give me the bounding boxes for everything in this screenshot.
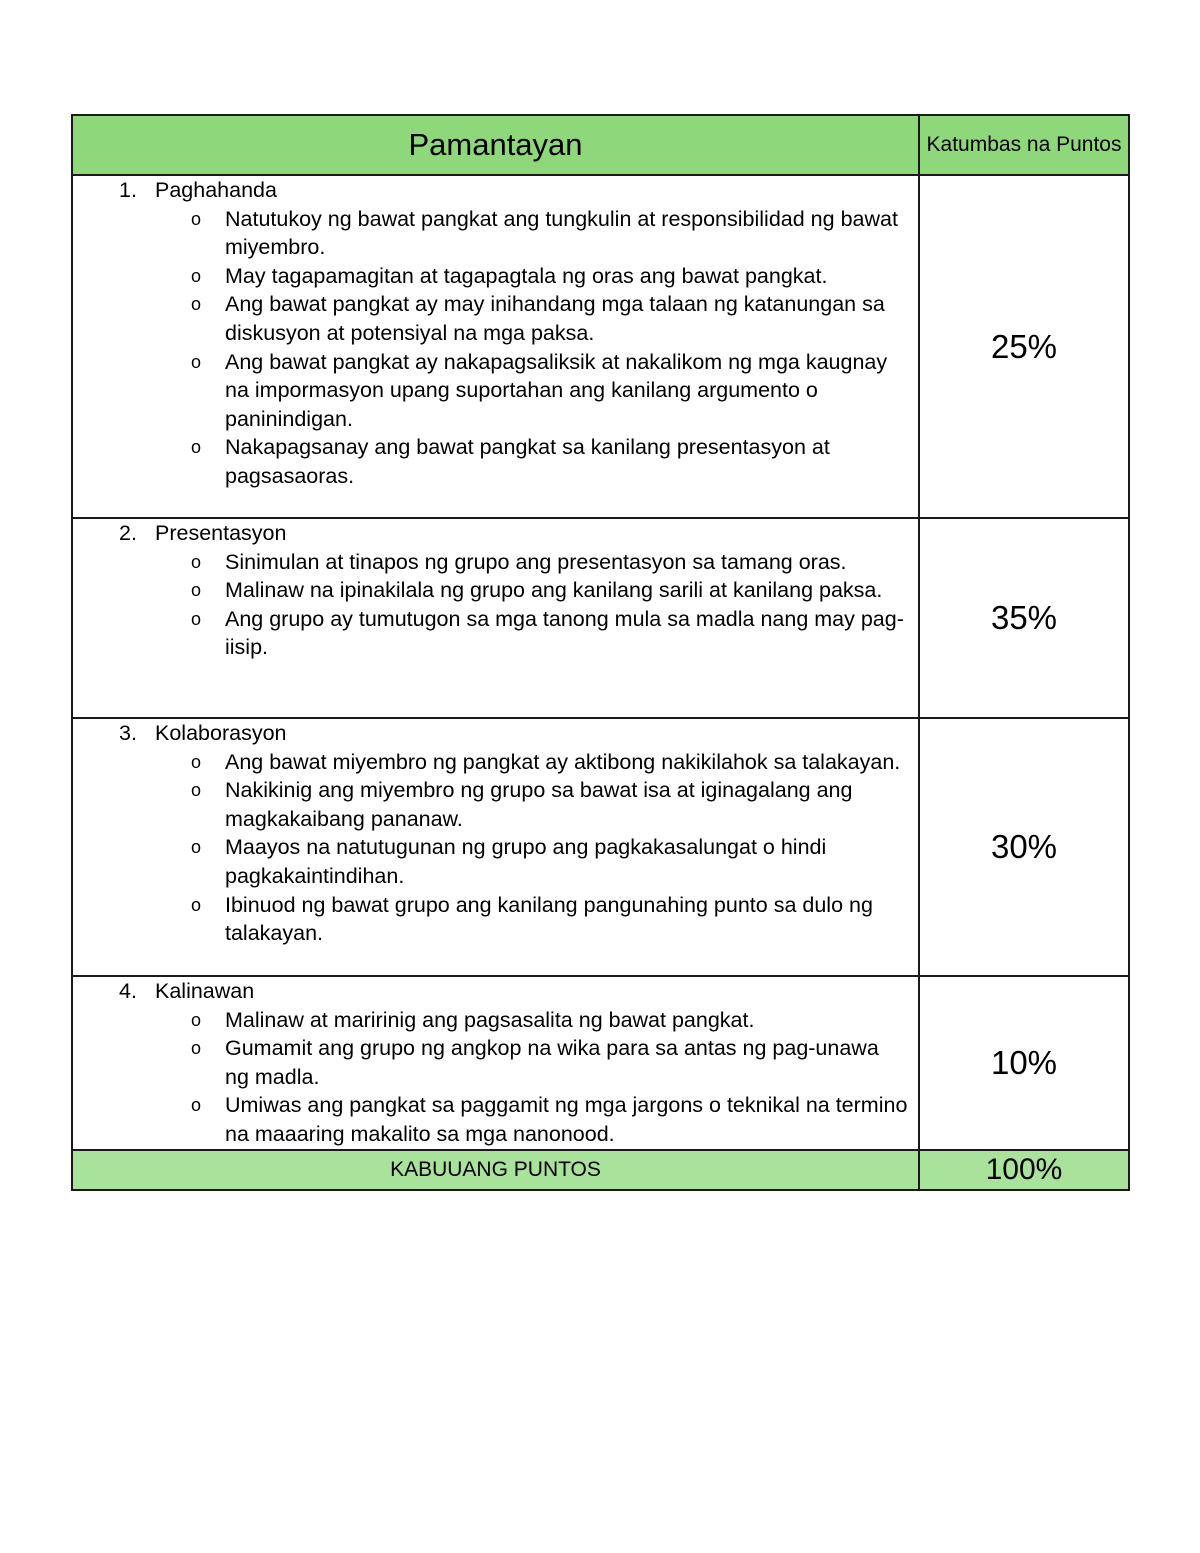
criterion-title (119, 519, 908, 548)
criterion-title-text: Kalinawan (155, 979, 255, 1003)
criterion-row (72, 976, 1129, 1150)
criterion-cell (72, 718, 919, 976)
criterion-row (72, 718, 1129, 976)
criterion-cell (72, 518, 919, 718)
bullet-icon: o (191, 351, 202, 372)
list-item-text: May tagapamagitan at tagapagtala ng oras ang bawat pangkat. (225, 263, 828, 288)
list-item (191, 1091, 908, 1148)
list-item-text: Ang bawat pangkat ay nakapagsaliksik at nakalikom ng mga kaugnay na impormasyon upang suportahan ang kanilang argumento o paninindigan. (225, 349, 888, 431)
bullet-icon: o (191, 751, 202, 772)
list-item-text: Ibinuod ng bawat grupo ang kanilang pangunahing punto sa dulo ng talakayan. (225, 892, 873, 946)
total-value: 100% (919, 1150, 1129, 1190)
list-item (191, 776, 908, 833)
list-item-text: Malinaw na ipinakilala ng grupo ang kanilang sarili at kanilang paksa. (225, 578, 883, 603)
points-value: 10% (919, 976, 1129, 1150)
bullet-icon: o (191, 837, 202, 858)
bullet-icon: o (191, 608, 202, 629)
bullet-icon: o (191, 265, 202, 286)
total-label: KABUUANG PUNTOS (72, 1150, 919, 1190)
criterion-title-text: Presentasyon (155, 521, 287, 545)
points-value: 35% (919, 518, 1129, 718)
bullet-icon: o (191, 580, 202, 601)
list-item (191, 833, 908, 890)
list-item-text: Maayos na natutugunan ng grupo ang pagkakasalungat o hindi pagkakaintindihan. (225, 835, 827, 888)
table-header-row (72, 115, 1129, 175)
list-item (191, 1006, 908, 1035)
list-item (191, 348, 908, 434)
points-value: 25% (919, 175, 1129, 518)
list-item (191, 262, 908, 291)
criterion-cell (72, 175, 919, 518)
criterion-number: 2. (119, 521, 137, 545)
criterion-number: 1. (119, 178, 137, 202)
criterion-number: 4. (119, 979, 137, 1003)
list-item (191, 1034, 908, 1091)
bullet-icon: o (191, 1038, 202, 1059)
list-item-text: Ang bawat miyembro ng pangkat ay aktibong nakikilahok sa talakayan. (225, 749, 901, 774)
bullet-icon: o (191, 1009, 202, 1030)
list-item (191, 891, 908, 948)
list-item (191, 548, 908, 577)
criterion-title-text: Paghahanda (155, 178, 277, 202)
list-item (191, 576, 908, 605)
list-item-text: Nakapagsanay ang bawat pangkat sa kanilang presentasyon at pagsasaoras. (225, 435, 830, 488)
bullet-icon: o (191, 208, 202, 229)
list-item (191, 433, 908, 490)
criterion-cell (72, 976, 919, 1150)
bullet-icon: o (191, 437, 202, 458)
criterion-title-text: Kolaborasyon (155, 721, 287, 745)
criterion-title (119, 719, 908, 748)
bullet-icon: o (191, 780, 202, 801)
list-item-text: Sinimulan at tinapos ng grupo ang presentasyon sa tamang oras. (225, 549, 847, 574)
header-criteria: Pamantayan (72, 115, 919, 175)
rubric-table (71, 114, 1130, 1191)
list-item (191, 748, 908, 777)
list-item-text: Gumamit ang grupo ng angkop na wika para sa antas ng pag-unawa ng madla. (225, 1036, 879, 1089)
list-item-text: Malinaw at maririnig ang pagsasalita ng bawat pangkat. (225, 1007, 755, 1032)
criterion-title (119, 176, 908, 205)
list-item-text: Nakikinig ang miyembro ng grupo sa bawat isa at iginagalang ang magkakaibang pananaw. (225, 778, 853, 831)
list-item (191, 605, 908, 662)
list-item-text: Ang bawat pangkat ay may inihandang mga talaan ng katanungan sa diskusyon at potensiyal na mga paksa. (225, 292, 885, 345)
bullet-icon: o (191, 1095, 202, 1116)
bullet-icon: o (191, 551, 202, 572)
criterion-number: 3. (119, 721, 137, 745)
list-item (191, 290, 908, 347)
criterion-row (72, 175, 1129, 518)
points-value: 30% (919, 718, 1129, 976)
bullet-icon: o (191, 294, 202, 315)
total-row (72, 1150, 1129, 1190)
list-item-text: Ang grupo ay tumutugon sa mga tanong mula sa madla nang may pag-iisip. (225, 606, 904, 660)
bullet-icon: o (191, 894, 202, 915)
list-item (191, 205, 908, 262)
criterion-row (72, 518, 1129, 718)
list-item-text: Umiwas ang pangkat sa paggamit ng mga jargons o teknikal na termino na maaaring makalito sa mga nanonood. (225, 1093, 908, 1146)
criterion-title (119, 977, 908, 1006)
list-item-text: Natutukoy ng bawat pangkat ang tungkulin at responsibilidad ng bawat miyembro. (225, 206, 898, 260)
header-points: Katumbas na Puntos (919, 115, 1129, 175)
